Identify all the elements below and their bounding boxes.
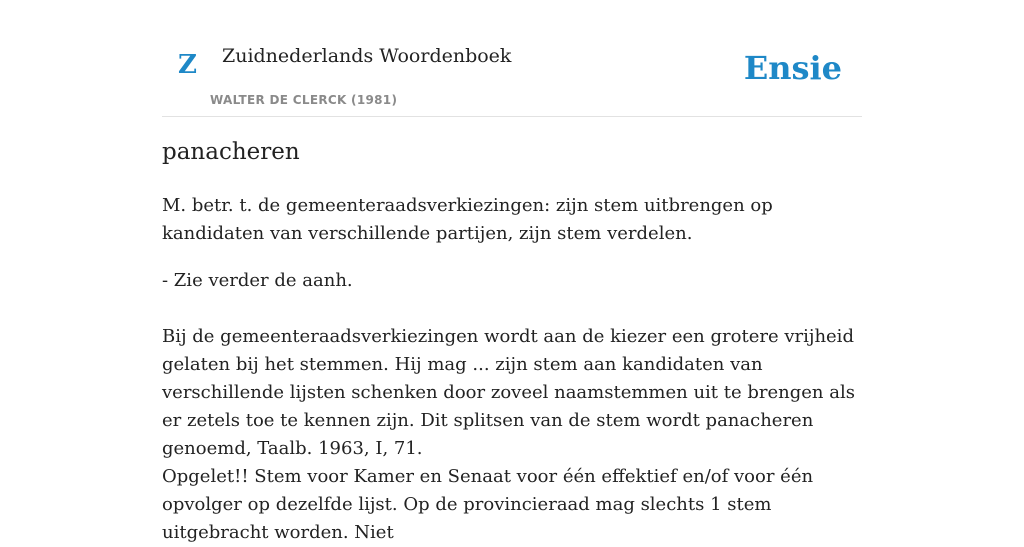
dictionary-logo-letter[interactable]: Z xyxy=(178,50,197,80)
entry-note: Opgelet!! Stem voor Kamer en Senaat voor één effektief en/of voor één opvolger op dezelfde lijst. Op de provincieraad mag slechts 1 stem uitgebracht worden. Niet xyxy=(162,466,814,543)
ensie-logo-link[interactable]: Ensie xyxy=(743,49,842,87)
entry-see-also: - Zie verder de aanh. xyxy=(162,270,353,291)
dictionary-title-link[interactable]: Zuidnederlands Woordenboek xyxy=(222,45,512,67)
page xyxy=(162,0,862,543)
entry-explanation: Bij de gemeenteraadsverkiezingen wordt aan de kiezer een grotere vrijheid gelaten bij het stemmen. Hij mag ... zijn stem aan kandidaten van verschillende lijsten schenken door zoveel naamstemmen uit te brengen als er zetels toe te kennen zijn. Dit splitsen van de stem wordt panacheren genoemd, Taalb. 1963, I, 71. xyxy=(162,326,855,459)
entry-title: panacheren xyxy=(162,139,300,165)
entry-definition: M. betr. t. de gemeenteraadsverkiezingen: zijn stem uitbrengen op kandidaten van verschillende partijen, zijn stem verdelen. xyxy=(162,195,773,244)
dictionary-header xyxy=(162,0,862,117)
dictionary-author: WALTER DE CLERCK (1981) xyxy=(210,93,398,107)
